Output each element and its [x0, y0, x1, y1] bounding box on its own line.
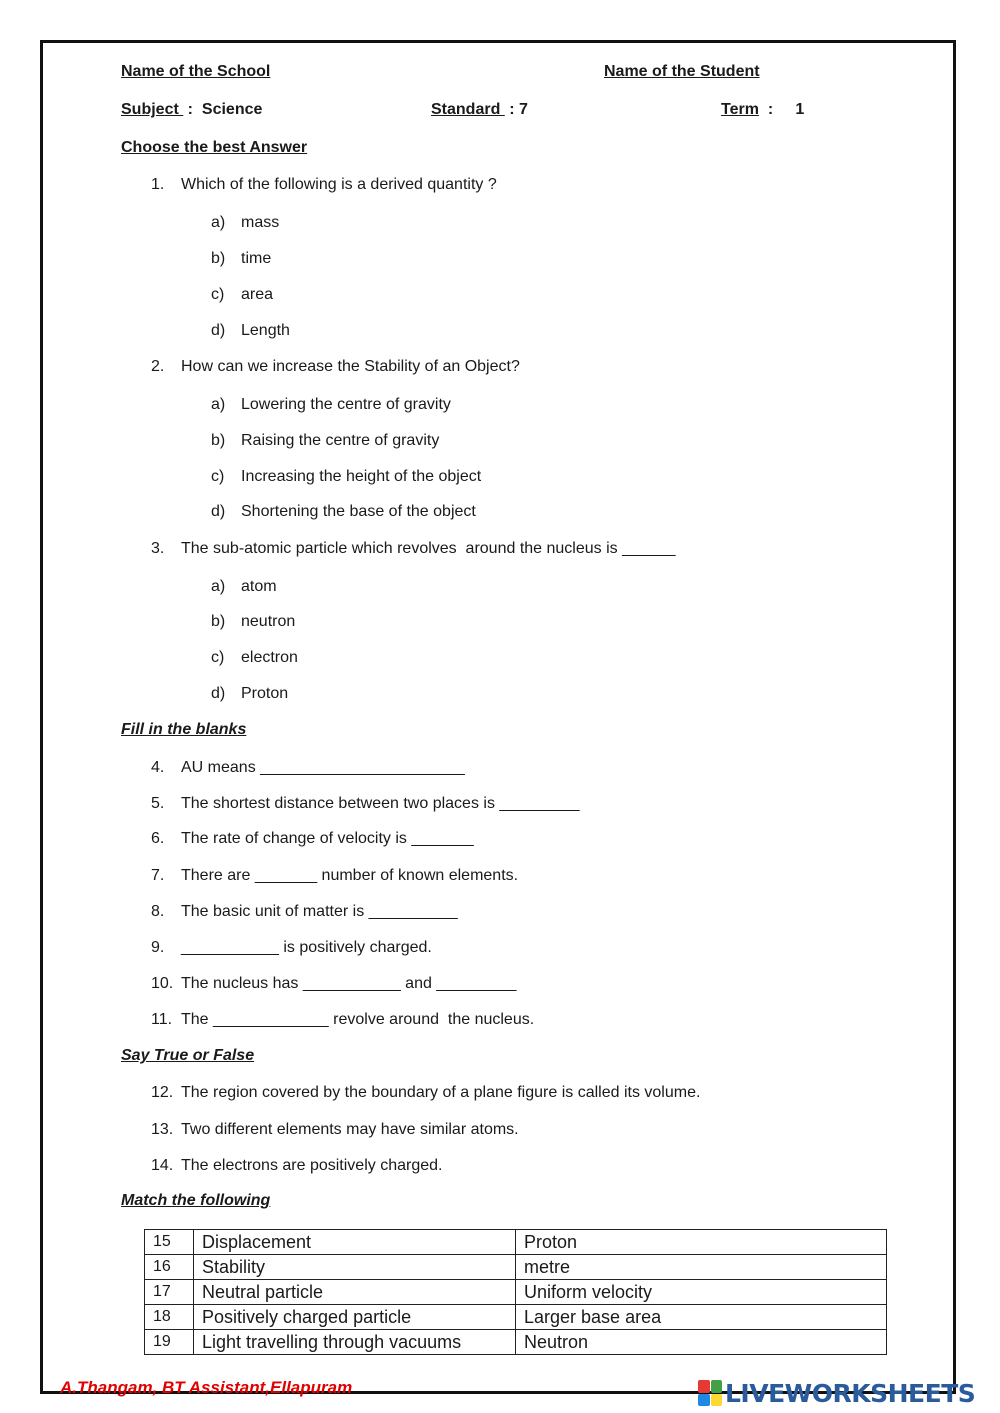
option-text: area: [241, 286, 274, 303]
option-text: electron: [241, 649, 298, 666]
fill-question-5[interactable]: [151, 795, 851, 815]
question-text: Which of the following is a derived quantity ?: [181, 176, 497, 193]
term-label: Term: [721, 101, 759, 118]
subject-line: [121, 101, 262, 119]
term-line: [721, 101, 804, 119]
author-credit: A.Thangam, BT Assistant,Ellapuram: [60, 1378, 353, 1397]
fill-question-4[interactable]: [151, 759, 851, 779]
question-number: 8.: [151, 903, 165, 920]
option-1a[interactable]: [211, 214, 711, 234]
truefalse-question-13[interactable]: [151, 1121, 851, 1141]
option-2b[interactable]: [211, 432, 711, 452]
fill-question-6[interactable]: [151, 830, 851, 850]
option-text: Shortening the base of the object: [241, 503, 476, 520]
option-text: neutron: [241, 613, 296, 630]
question-number: 12.: [151, 1084, 174, 1101]
truefalse-question-12[interactable]: [151, 1084, 851, 1104]
option-text: Length: [241, 322, 290, 339]
question-text: The electrons are positively charged.: [181, 1157, 443, 1174]
match-row: [145, 1330, 887, 1355]
option-1b[interactable]: [211, 250, 711, 270]
option-label: a): [211, 214, 226, 231]
question-text: The sub-atomic particle which revolves around the nucleus is ______: [181, 540, 676, 557]
question-text: AU means _______________________: [181, 759, 465, 776]
match-number: 16: [145, 1255, 194, 1280]
question-number: 4.: [151, 759, 165, 776]
logo-square-green: [711, 1380, 723, 1393]
match-left-item[interactable]: Displacement: [194, 1230, 516, 1255]
brand-name: LIVEWORKSHEETS: [725, 1378, 976, 1408]
section-fill-heading: Fill in the blanks: [121, 721, 247, 738]
match-row: [145, 1255, 887, 1280]
option-text: Proton: [241, 685, 289, 702]
question-number: 6.: [151, 830, 165, 847]
logo-square-red: [698, 1380, 710, 1393]
option-2c[interactable]: [211, 468, 711, 488]
match-left-item[interactable]: Neutral particle: [194, 1280, 516, 1305]
option-text: Raising the centre of gravity: [241, 432, 440, 449]
section-choose-heading: Choose the best Answer: [121, 139, 308, 156]
option-label: c): [211, 468, 225, 485]
option-3a[interactable]: [211, 578, 711, 598]
match-row: [145, 1280, 887, 1305]
option-2d[interactable]: [211, 503, 711, 523]
fill-question-10[interactable]: [151, 975, 851, 995]
question-text: The shortest distance between two places is _________: [181, 795, 580, 812]
fill-question-11[interactable]: [151, 1011, 851, 1031]
question-2: [151, 358, 851, 378]
standard-line: [431, 101, 528, 119]
section-truefalse-heading: Say True or False: [121, 1047, 255, 1064]
question-number: 14.: [151, 1157, 174, 1174]
match-right-item[interactable]: Proton: [516, 1230, 887, 1255]
question-number: 10.: [151, 975, 174, 992]
logo-square-blue: [698, 1394, 710, 1407]
option-2a[interactable]: [211, 396, 711, 416]
match-left-item[interactable]: Stability: [194, 1255, 516, 1280]
question-1: [151, 176, 851, 196]
option-label: a): [211, 578, 226, 595]
match-number: 18: [145, 1305, 194, 1330]
option-label: d): [211, 685, 226, 702]
match-right-item[interactable]: Neutron: [516, 1330, 887, 1355]
question-text: There are _______ number of known elements.: [181, 867, 519, 884]
question-number: 2.: [151, 358, 165, 375]
question-text: The rate of change of velocity is _______: [181, 830, 474, 847]
liveworksheets-logo-icon: [698, 1380, 722, 1406]
option-3d[interactable]: [211, 685, 711, 705]
term-value: : 1: [758, 101, 805, 118]
liveworksheets-brand[interactable]: [698, 1378, 975, 1408]
option-text: Lowering the centre of gravity: [241, 396, 451, 413]
student-label: Name of the Student: [604, 63, 760, 80]
match-number: 19: [145, 1330, 194, 1355]
truefalse-question-14[interactable]: [151, 1157, 851, 1177]
option-1c[interactable]: [211, 286, 711, 306]
question-text: ___________ is positively charged.: [181, 939, 432, 956]
option-1d[interactable]: [211, 322, 711, 342]
match-row: [145, 1305, 887, 1330]
question-text: How can we increase the Stability of an Object?: [181, 358, 520, 375]
match-left-item[interactable]: Light travelling through vacuums: [194, 1330, 516, 1355]
match-number: 17: [145, 1280, 194, 1305]
match-right-item[interactable]: metre: [516, 1255, 887, 1280]
option-label: c): [211, 286, 225, 303]
option-text: mass: [241, 214, 280, 231]
logo-square-yellow: [711, 1394, 723, 1407]
question-number: 9.: [151, 939, 165, 956]
option-label: c): [211, 649, 225, 666]
subject-label: Subject: [121, 101, 184, 118]
question-number: 13.: [151, 1121, 174, 1138]
option-label: d): [211, 322, 226, 339]
question-number: 11.: [151, 1011, 173, 1028]
option-3c[interactable]: [211, 649, 711, 669]
school-label: Name of the School: [121, 63, 271, 80]
fill-question-9[interactable]: [151, 939, 851, 959]
option-text: Increasing the height of the object: [241, 468, 482, 485]
match-left-item[interactable]: Positively charged particle: [194, 1305, 516, 1330]
option-label: a): [211, 396, 226, 413]
section-match-heading: Match the following: [121, 1192, 271, 1209]
question-text: Two different elements may have similar atoms.: [181, 1121, 519, 1138]
question-number: 1.: [151, 176, 165, 193]
question-text: The basic unit of matter is __________: [181, 903, 458, 920]
match-number: 15: [145, 1230, 194, 1255]
option-label: d): [211, 503, 226, 520]
question-text: The _____________ revolve around the nucleus.: [181, 1011, 535, 1028]
match-right-item[interactable]: Uniform velocity: [516, 1280, 887, 1305]
subject-value: : Science: [183, 101, 263, 118]
standard-label: Standard: [431, 101, 505, 118]
standard-value: : 7: [504, 101, 528, 118]
question-number: 7.: [151, 867, 165, 884]
option-label: b): [211, 250, 226, 267]
question-text: The nucleus has ___________ and _________: [181, 975, 517, 992]
page-border: [40, 40, 956, 1394]
fill-question-7[interactable]: [151, 867, 851, 887]
question-3: [151, 540, 851, 560]
question-number: 3.: [151, 540, 165, 557]
question-text: The region covered by the boundary of a plane figure is called its volume.: [181, 1084, 701, 1101]
question-number: 5.: [151, 795, 165, 812]
match-table: [144, 1229, 887, 1355]
match-row: [145, 1230, 887, 1255]
fill-question-8[interactable]: [151, 903, 851, 923]
option-3b[interactable]: [211, 613, 711, 633]
option-label: b): [211, 613, 226, 630]
option-label: b): [211, 432, 226, 449]
match-right-item[interactable]: Larger base area: [516, 1305, 887, 1330]
option-text: atom: [241, 578, 277, 595]
option-text: time: [241, 250, 272, 267]
